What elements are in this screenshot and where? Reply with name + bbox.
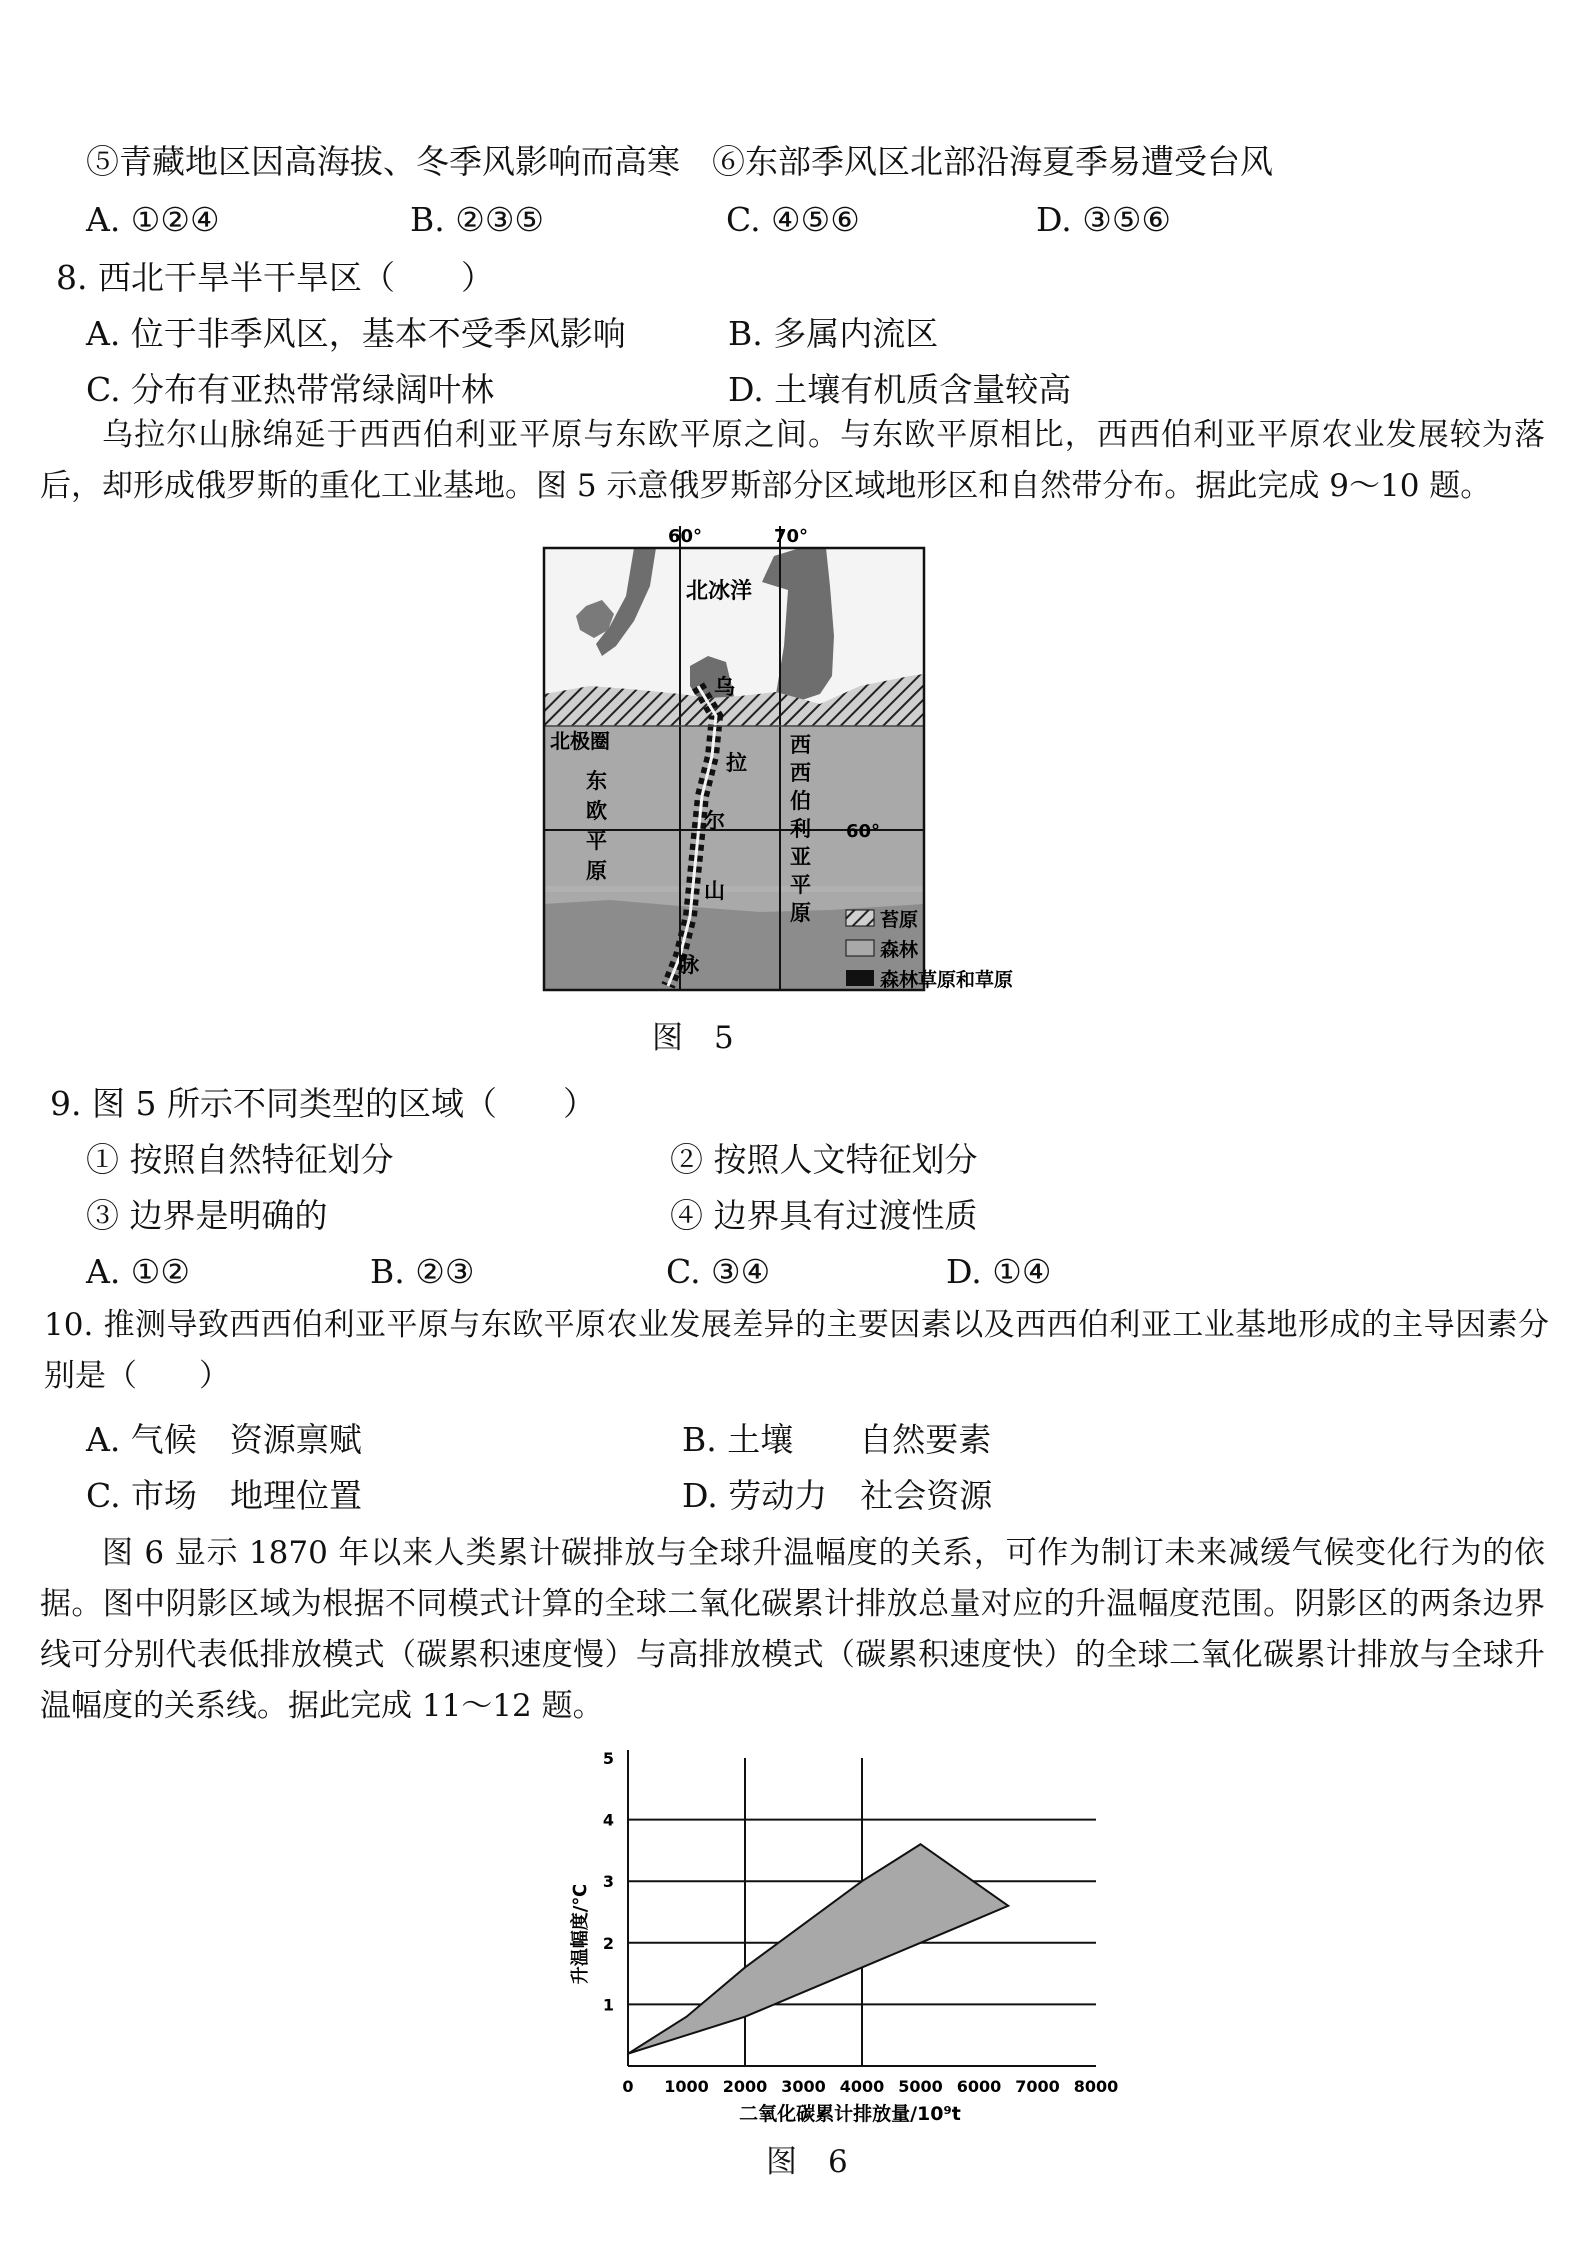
figure-6-chart (560, 1734, 1120, 2126)
q10-option-a: A. 气候 资源禀赋 (86, 1420, 362, 1459)
ural-char: 脉 (678, 953, 699, 977)
q8-option-a: A. 位于非季风区，基本不受季风影响 (86, 314, 626, 353)
q10-option-d: D. 劳动力 社会资源 (682, 1476, 993, 1515)
q7-option-b: B. ②③⑤ (410, 200, 544, 239)
q10-option-b: B. 土壤 自然要素 (682, 1420, 992, 1459)
q8-option-b: B. 多属内流区 (728, 314, 939, 353)
q9-option-d: D. ①④ (946, 1252, 1052, 1291)
x-tick-label: 7000 (1015, 2077, 1060, 2096)
west-plain-char: 西 (790, 761, 811, 785)
q9-item-4: ④ 边界具有过渡性质 (670, 1196, 978, 1235)
y-tick-label: 1 (602, 1995, 614, 2015)
ural-char: 拉 (726, 751, 747, 775)
q9-option-c: C. ③④ (666, 1252, 771, 1291)
q10-option-c: C. 市场 地理位置 (86, 1476, 363, 1515)
legend-tundra-label: 苔原 (880, 909, 919, 931)
figure-5-caption: 图 5 (652, 1020, 734, 1056)
q7-option-a: A. ①②④ (86, 200, 220, 239)
x-tick-label: 5000 (898, 2077, 943, 2096)
west-plain-char: 原 (790, 901, 811, 925)
q7-option-d: D. ③⑤⑥ (1036, 200, 1172, 239)
west-plain-char: 西 (790, 733, 811, 757)
q8-option-d: D. 土壤有机质含量较高 (728, 370, 1072, 409)
west-plain-char: 利 (790, 817, 811, 841)
legend-forest-label: 森林 (880, 939, 919, 961)
east-plain-char: 原 (586, 859, 607, 883)
x-tick-label: 0 (622, 2077, 634, 2096)
x-tick-label: 1000 (664, 2077, 709, 2096)
x-tick-label: 8000 (1073, 2077, 1119, 2096)
ural-char: 山 (704, 879, 725, 903)
q7-item-6: ⑥东部季风区北部沿海夏季易遭受台风 (712, 142, 1273, 181)
east-plain-char: 欧 (586, 799, 607, 823)
q7-item-5: ⑤青藏地区因高海拔、冬季风影响而高寒 (86, 142, 680, 181)
east-plain-char: 东 (586, 769, 607, 793)
ural-char: 尔 (704, 809, 725, 833)
x-tick-label: 6000 (956, 2077, 1002, 2096)
passage-ural: 乌拉尔山脉绵延于西西伯利亚平原与东欧平原之间。与东欧平原相比，西西伯利亚平原农业发展较为落后，却形成俄罗斯的重化工业基地。图 5 示意俄罗斯部分区域地形区和自然带分布。据此完成 9～10 题。 (40, 417, 1545, 504)
ural-char: 乌 (714, 675, 735, 699)
east-plain-char: 平 (586, 829, 607, 853)
q9-option-b: B. ②③ (370, 1252, 475, 1291)
q9-stem: 9. 图 5 所示不同类型的区域（ ） (50, 1084, 596, 1123)
west-plain-char: 亚 (790, 845, 811, 869)
arctic-ocean-label: 北冰洋 (686, 579, 753, 604)
legend-steppe-label: 森林草原和草原 (880, 969, 1014, 991)
lat-60-label: 60° (846, 821, 881, 842)
x-tick-label: 3000 (781, 2077, 826, 2096)
x-tick-label: 4000 (839, 2077, 885, 2096)
figure-5-map (530, 526, 1090, 996)
q7-option-c: C. ④⑤⑥ (726, 200, 860, 239)
arctic-circle-label: 北极圈 (550, 729, 610, 753)
q9-item-1: ① 按照自然特征划分 (86, 1140, 394, 1179)
lon-60-label: 60° (668, 526, 703, 547)
q8-stem: 8. 西北干旱半干旱区（ ） (56, 258, 494, 297)
legend-forest-swatch (846, 940, 874, 956)
legend-steppe-swatch (846, 970, 874, 986)
west-plain-char: 伯 (790, 789, 811, 813)
west-plain-char: 平 (790, 873, 811, 897)
q9-item-2: ② 按照人文特征划分 (670, 1140, 978, 1179)
q9-option-a: A. ①② (86, 1252, 190, 1291)
lon-70-label: 70° (774, 526, 809, 547)
y-tick-label: 5 (602, 1749, 614, 1768)
q9-item-3: ③ 边界是明确的 (86, 1196, 328, 1235)
q8-option-c: C. 分布有亚热带常绿阔叶林 (86, 370, 495, 409)
y-axis-title: 升温幅度/℃ (570, 1883, 591, 1985)
figure-6-caption: 图 6 (766, 2144, 848, 2180)
passage-carbon: 图 6 显示 1870 年以来人类累计碳排放与全球升温幅度的关系，可作为制订未来减缓气候变化行为的依据。图中阴影区域为根据不同模式计算的全球二氧化碳累计排放总量对应的升温幅度范围。阴影区的两条边界线可分别代表低排放模式（碳累积速度慢）与高排放模式（碳累积速度快）的全球二氧化碳累计排放与全球升温幅度的关系线。据此完成 11～12 题。 (40, 1535, 1545, 1724)
y-tick-label: 2 (602, 1933, 614, 1953)
x-axis-title: 二氧化碳累计排放量/10⁹t (739, 2103, 961, 2125)
x-tick-label: 2000 (722, 2077, 768, 2096)
legend-tundra-swatch (846, 910, 874, 926)
q10-stem: 10. 推测导致西西伯利亚平原与东欧平原农业发展差异的主要因素以及西西伯利亚工业基地形成的主导因素分别是（ ） (44, 1307, 1549, 1394)
y-tick-label: 3 (602, 1872, 614, 1892)
warming-range-area (628, 1844, 1008, 2053)
y-tick-label: 4 (602, 1810, 614, 1830)
